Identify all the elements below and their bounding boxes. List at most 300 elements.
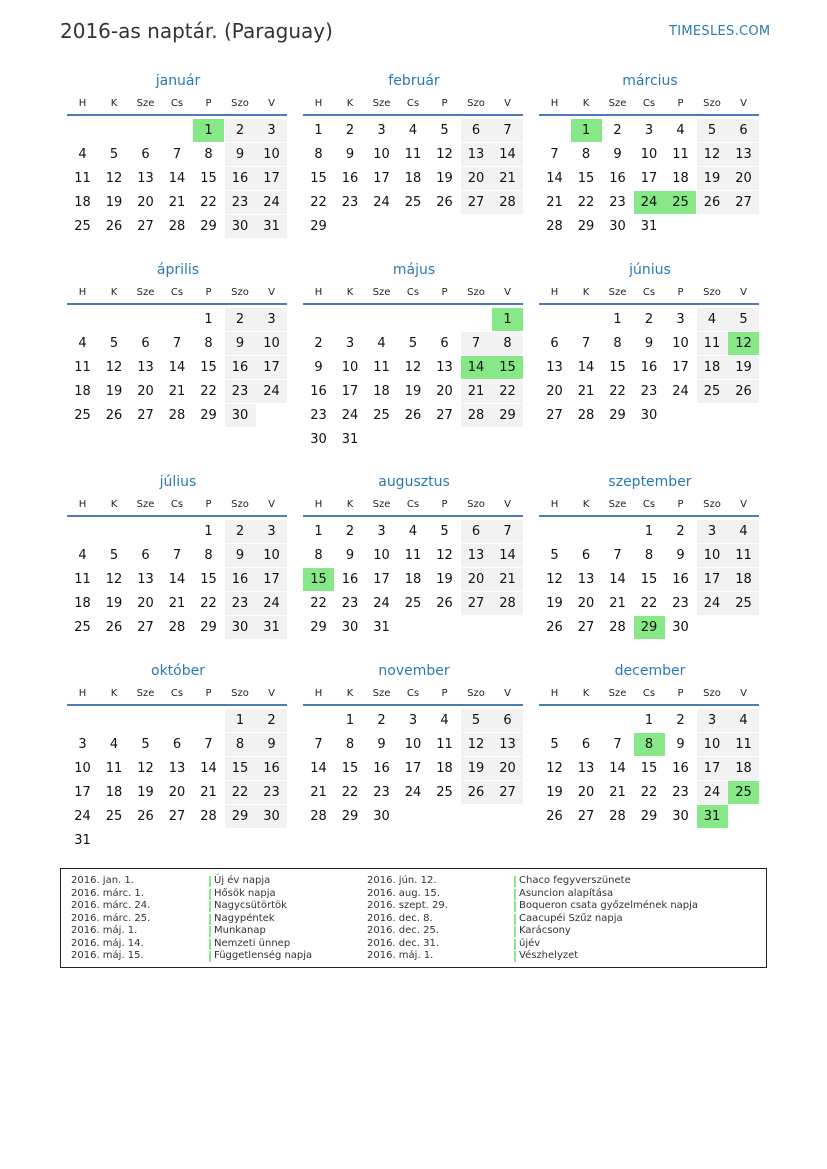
legend-marker	[209, 876, 211, 887]
weekday-label: P	[205, 688, 212, 699]
day-cell: 25	[74, 219, 91, 234]
holiday-cell: 29	[634, 616, 665, 639]
legend-holiday-name: Új év napja	[214, 875, 271, 886]
legend-marker	[209, 901, 211, 912]
day-cell: 5	[440, 123, 449, 138]
day-cell: 11	[74, 360, 91, 375]
month-header-rule	[303, 515, 523, 517]
month-name: október	[151, 663, 205, 679]
day-cell: 1	[314, 524, 323, 539]
day-cell: 16	[310, 384, 327, 399]
legend-marker	[514, 889, 516, 900]
day-cell: 1	[204, 312, 213, 327]
day-cell: 29	[225, 805, 256, 828]
day-cell: 21	[168, 195, 186, 210]
weekday-label: Sze	[608, 499, 627, 510]
day-cell: 14	[168, 360, 186, 375]
day-cell: 6	[440, 336, 449, 351]
weekday-label: V	[268, 688, 275, 699]
weekday-label: Sze	[372, 688, 391, 699]
day-cell: 23	[341, 596, 359, 611]
day-cell: 14	[200, 761, 217, 776]
day-cell: 13	[728, 143, 759, 166]
day-cell: 23	[225, 191, 256, 214]
day-cell: 19	[728, 356, 759, 379]
day-cell: 11	[436, 737, 453, 752]
weekday-label: H	[78, 499, 87, 510]
weekday-label: Sze	[136, 98, 155, 109]
day-cell: 21	[200, 785, 217, 800]
day-cell: 1	[204, 524, 213, 539]
day-cell: 27	[546, 408, 563, 423]
day-cell: 19	[137, 785, 154, 800]
weekday-label: H	[314, 98, 323, 109]
weekday-label: Cs	[406, 499, 420, 510]
day-cell: 10	[404, 737, 422, 752]
weekday-label: H	[550, 287, 559, 298]
day-cell: 18	[728, 568, 759, 591]
weekday-label: Cs	[642, 287, 656, 298]
day-cell: 27	[728, 191, 759, 214]
weekday-label: Sze	[372, 98, 391, 109]
day-cell: 8	[314, 147, 323, 162]
day-cell: 27	[461, 191, 492, 214]
day-cell: 19	[105, 195, 123, 210]
day-cell: 8	[644, 548, 654, 563]
day-cell: 30	[256, 805, 287, 828]
day-cell: 8	[204, 336, 213, 351]
day-cell: 26	[105, 408, 123, 423]
day-cell: 4	[676, 123, 685, 138]
day-cell: 22	[609, 384, 626, 399]
day-cell: 5	[440, 524, 449, 539]
day-cell: 28	[168, 408, 186, 423]
day-cell: 28	[546, 219, 563, 234]
day-cell: 27	[137, 620, 154, 635]
day-cell: 27	[436, 408, 453, 423]
day-cell: 22	[200, 195, 217, 210]
weekday-label: Cs	[406, 98, 420, 109]
weekday-label: Sze	[136, 287, 155, 298]
weekday-label: Cs	[642, 688, 656, 699]
holiday-cell: 25	[728, 781, 759, 804]
day-cell: 25	[404, 195, 422, 210]
legend-marker	[209, 889, 211, 900]
month-name: január	[155, 73, 201, 89]
day-cell: 10	[341, 360, 359, 375]
legend-marker	[209, 951, 211, 962]
day-cell: 15	[200, 171, 217, 186]
day-cell: 26	[404, 408, 422, 423]
day-cell: 22	[200, 596, 217, 611]
weekday-label: Sze	[136, 688, 155, 699]
weekday-label: H	[78, 98, 87, 109]
day-cell: 20	[546, 384, 563, 399]
day-cell: 17	[373, 171, 390, 186]
day-cell: 15	[200, 572, 217, 587]
day-cell: 31	[341, 432, 359, 447]
month-header-rule	[539, 515, 759, 517]
day-cell: 8	[492, 332, 523, 355]
weekday-label: Cs	[406, 287, 420, 298]
day-cell: 20	[577, 596, 595, 611]
day-cell: 11	[74, 572, 91, 587]
day-cell: 30	[225, 404, 256, 427]
day-cell: 4	[78, 336, 87, 351]
day-cell: 13	[137, 572, 154, 587]
weekday-label: Sze	[136, 499, 155, 510]
day-cell: 8	[613, 336, 622, 351]
day-cell: 7	[613, 548, 622, 563]
day-cell: 16	[256, 757, 287, 780]
day-cell: 21	[168, 596, 186, 611]
day-cell: 20	[137, 596, 154, 611]
weekday-label: P	[205, 499, 212, 510]
day-cell: 18	[436, 761, 453, 776]
day-cell: 23	[225, 592, 256, 615]
weekday-label: H	[550, 688, 559, 699]
day-cell: 16	[341, 572, 359, 587]
weekday-label: H	[78, 688, 87, 699]
day-cell: 25	[436, 785, 453, 800]
legend-holiday-name: újév	[519, 937, 541, 949]
legend-holiday-name: Hősök napja	[214, 887, 276, 899]
day-cell: 11	[672, 147, 689, 162]
weekday-label: K	[110, 688, 118, 699]
day-cell: 28	[609, 620, 626, 635]
weekday-label: K	[346, 287, 354, 298]
weekday-label: Cs	[170, 98, 184, 109]
day-cell: 28	[200, 809, 217, 824]
weekday-label: V	[740, 688, 747, 699]
day-cell: 5	[728, 308, 759, 331]
legend-marker	[514, 951, 516, 962]
day-cell: 10	[256, 332, 287, 355]
day-cell: 21	[492, 568, 523, 591]
day-cell: 13	[492, 733, 523, 756]
weekday-label: K	[346, 688, 354, 699]
holiday-cell: 8	[634, 733, 665, 756]
day-cell: 14	[310, 761, 327, 776]
day-cell: 6	[581, 548, 591, 563]
month-name: december	[614, 663, 686, 679]
day-cell: 30	[672, 620, 689, 635]
weekday-label: K	[346, 98, 354, 109]
legend-marker	[514, 939, 516, 950]
legend-marker	[209, 914, 211, 925]
day-cell: 12	[137, 761, 154, 776]
day-cell: 16	[373, 761, 390, 776]
weekday-label: P	[205, 98, 212, 109]
day-cell: 11	[697, 332, 728, 355]
day-cell: 25	[728, 592, 759, 615]
day-cell: 21	[168, 384, 186, 399]
day-cell: 11	[105, 761, 123, 776]
day-cell: 5	[697, 119, 728, 142]
day-cell: 31	[256, 215, 287, 238]
day-cell: 12	[105, 572, 123, 587]
day-cell: 23	[373, 785, 390, 800]
day-cell: 10	[640, 147, 658, 162]
day-cell: 12	[546, 572, 563, 587]
day-cell: 18	[105, 785, 123, 800]
day-cell: 18	[697, 356, 728, 379]
day-cell: 29	[577, 219, 595, 234]
day-cell: 30	[225, 215, 256, 238]
day-cell: 24	[672, 384, 689, 399]
day-cell: 23	[256, 781, 287, 804]
day-cell: 21	[310, 785, 327, 800]
day-cell: 31	[640, 219, 658, 234]
weekday-label: V	[740, 98, 747, 109]
day-cell: 16	[640, 360, 658, 375]
day-cell: 6	[141, 336, 150, 351]
day-cell: 17	[341, 384, 359, 399]
day-cell: 22	[200, 384, 217, 399]
day-cell: 12	[105, 360, 123, 375]
day-cell: 6	[461, 520, 492, 543]
day-cell: 2	[225, 520, 256, 543]
legend-marker	[209, 926, 211, 937]
day-cell: 6	[550, 336, 559, 351]
weekday-label: P	[677, 98, 684, 109]
day-cell: 1	[314, 123, 323, 138]
legend-date: 2016. szept. 29.	[367, 900, 448, 911]
day-cell: 2	[314, 336, 323, 351]
weekday-label: H	[550, 499, 559, 510]
weekday-label: P	[441, 98, 448, 109]
weekday-label: Szo	[467, 499, 485, 510]
day-cell: 10	[373, 147, 390, 162]
day-cell: 29	[492, 404, 523, 427]
day-cell: 21	[461, 380, 492, 403]
page-title: 2016-as naptár. (Paraguay)	[60, 19, 333, 43]
legend-marker	[514, 914, 516, 925]
day-cell: 19	[105, 596, 123, 611]
weekday-label: H	[78, 287, 87, 298]
brand-link[interactable]: TIMESLES.COM	[669, 24, 771, 39]
holiday-cell: 1	[492, 308, 523, 331]
day-cell: 14	[168, 572, 186, 587]
day-cell: 19	[461, 757, 492, 780]
day-cell: 9	[644, 336, 654, 351]
weekday-label: Cs	[406, 688, 420, 699]
day-cell: 4	[408, 524, 418, 539]
day-cell: 30	[225, 616, 256, 639]
day-cell: 28	[461, 404, 492, 427]
day-cell: 13	[546, 360, 563, 375]
day-cell: 18	[74, 195, 91, 210]
day-cell: 17	[697, 568, 728, 591]
month-header-rule	[67, 114, 287, 116]
day-cell: 18	[74, 384, 91, 399]
day-cell: 2	[613, 123, 622, 138]
day-cell: 11	[74, 171, 91, 186]
month-name: szeptember	[608, 474, 692, 490]
day-cell: 24	[404, 785, 422, 800]
day-cell: 8	[204, 147, 213, 162]
day-cell: 3	[697, 520, 728, 543]
day-cell: 13	[436, 360, 453, 375]
day-cell: 7	[461, 332, 492, 355]
day-cell: 25	[404, 596, 422, 611]
day-cell: 17	[256, 167, 287, 190]
day-cell: 22	[225, 781, 256, 804]
day-cell: 3	[676, 312, 685, 327]
day-cell: 14	[609, 572, 626, 587]
weekday-label: Szo	[231, 499, 249, 510]
day-cell: 24	[697, 781, 728, 804]
month-header-rule	[303, 303, 523, 305]
holiday-cell: 15	[492, 356, 523, 379]
weekday-label: P	[441, 688, 448, 699]
day-cell: 28	[609, 809, 626, 824]
day-cell: 16	[225, 356, 256, 379]
day-cell: 8	[225, 733, 256, 756]
day-cell: 12	[105, 171, 123, 186]
day-cell: 10	[256, 544, 287, 567]
day-cell: 3	[345, 336, 355, 351]
holiday-cell: 14	[461, 356, 492, 379]
day-cell: 19	[404, 384, 422, 399]
day-cell: 3	[377, 123, 386, 138]
weekday-label: K	[346, 499, 354, 510]
day-cell: 30	[310, 432, 327, 447]
day-cell: 22	[341, 785, 359, 800]
day-cell: 9	[225, 143, 256, 166]
month-name: május	[392, 262, 436, 278]
day-cell: 22	[492, 380, 523, 403]
day-cell: 4	[377, 336, 386, 351]
day-cell: 15	[225, 757, 256, 780]
legend-date: 2016. márc. 25.	[71, 912, 151, 924]
weekday-label: Cs	[642, 98, 656, 109]
day-cell: 23	[672, 596, 689, 611]
day-cell: 15	[200, 360, 217, 375]
day-cell: 27	[577, 620, 595, 635]
legend-date: 2016. jún. 12.	[367, 875, 437, 886]
day-cell: 12	[546, 761, 563, 776]
weekday-label: Szo	[467, 688, 485, 699]
day-cell: 28	[492, 191, 523, 214]
weekday-label: P	[677, 688, 684, 699]
legend-date: 2016. máj. 15.	[71, 950, 144, 961]
weekday-label: K	[110, 499, 118, 510]
day-cell: 16	[341, 171, 359, 186]
day-cell: 24	[373, 195, 390, 210]
day-cell: 4	[728, 520, 759, 543]
weekday-label: K	[110, 98, 118, 109]
weekday-label: Sze	[608, 287, 627, 298]
day-cell: 2	[676, 713, 685, 728]
holiday-cell: 15	[303, 568, 334, 591]
day-cell: 1	[644, 524, 654, 539]
day-cell: 26	[697, 191, 728, 214]
day-cell: 28	[168, 620, 186, 635]
day-cell: 23	[341, 195, 359, 210]
day-cell: 7	[204, 737, 213, 752]
day-cell: 9	[225, 544, 256, 567]
weekday-label: V	[504, 499, 511, 510]
legend-holiday-name: Asuncion alapítása	[519, 887, 614, 899]
day-cell: 14	[168, 171, 186, 186]
weekday-label: Szo	[467, 287, 485, 298]
day-cell: 1	[225, 709, 256, 732]
day-cell: 31	[373, 620, 390, 635]
day-cell: 2	[345, 524, 355, 539]
weekday-label: V	[268, 287, 275, 298]
day-cell: 13	[577, 572, 595, 587]
weekday-label: K	[582, 287, 590, 298]
day-cell: 29	[341, 809, 359, 824]
day-cell: 3	[644, 123, 654, 138]
day-cell: 14	[546, 171, 563, 186]
day-cell: 7	[172, 548, 182, 563]
day-cell: 19	[105, 384, 123, 399]
day-cell: 20	[137, 384, 154, 399]
day-cell: 26	[436, 195, 453, 210]
day-cell: 6	[141, 147, 150, 162]
day-cell: 2	[377, 713, 386, 728]
day-cell: 22	[640, 785, 658, 800]
day-cell: 12	[404, 360, 422, 375]
day-cell: 1	[613, 312, 622, 327]
day-cell: 2	[225, 308, 256, 331]
day-cell: 9	[225, 332, 256, 355]
day-cell: 22	[310, 596, 327, 611]
day-cell: 27	[137, 219, 154, 234]
day-cell: 30	[640, 408, 658, 423]
month-name: június	[629, 262, 671, 278]
day-cell: 18	[672, 171, 689, 186]
weekday-label: Sze	[608, 98, 627, 109]
day-cell: 22	[310, 195, 327, 210]
weekday-label: K	[582, 688, 590, 699]
day-cell: 30	[609, 219, 626, 234]
day-cell: 13	[461, 143, 492, 166]
day-cell: 20	[461, 568, 492, 591]
month-header-rule	[303, 114, 523, 116]
day-cell: 5	[109, 336, 119, 351]
day-cell: 26	[461, 781, 492, 804]
day-cell: 20	[577, 785, 595, 800]
day-cell: 26	[546, 620, 563, 635]
legend-date: 2016. máj. 1.	[71, 925, 138, 936]
day-cell: 24	[256, 191, 287, 214]
day-cell: 15	[341, 761, 359, 776]
month-name: február	[388, 73, 440, 89]
day-cell: 17	[373, 572, 390, 587]
day-cell: 16	[225, 167, 256, 190]
legend-date: 2016. jan. 1.	[71, 875, 134, 886]
weekday-label: P	[441, 287, 448, 298]
day-cell: 7	[172, 336, 182, 351]
day-cell: 20	[728, 167, 759, 190]
day-cell: 23	[609, 195, 626, 210]
weekday-label: Sze	[372, 287, 391, 298]
weekday-label: V	[740, 287, 747, 298]
day-cell: 2	[676, 524, 685, 539]
legend-holiday-name: Nemzeti ünnep	[214, 937, 291, 949]
day-cell: 19	[546, 596, 563, 611]
weekday-label: Szo	[231, 688, 249, 699]
weekday-label: P	[205, 287, 212, 298]
day-cell: 11	[373, 360, 390, 375]
legend-holiday-name: Karácsony	[519, 925, 571, 936]
weekday-label: Sze	[608, 688, 627, 699]
day-cell: 14	[492, 544, 523, 567]
day-cell: 30	[373, 809, 390, 824]
